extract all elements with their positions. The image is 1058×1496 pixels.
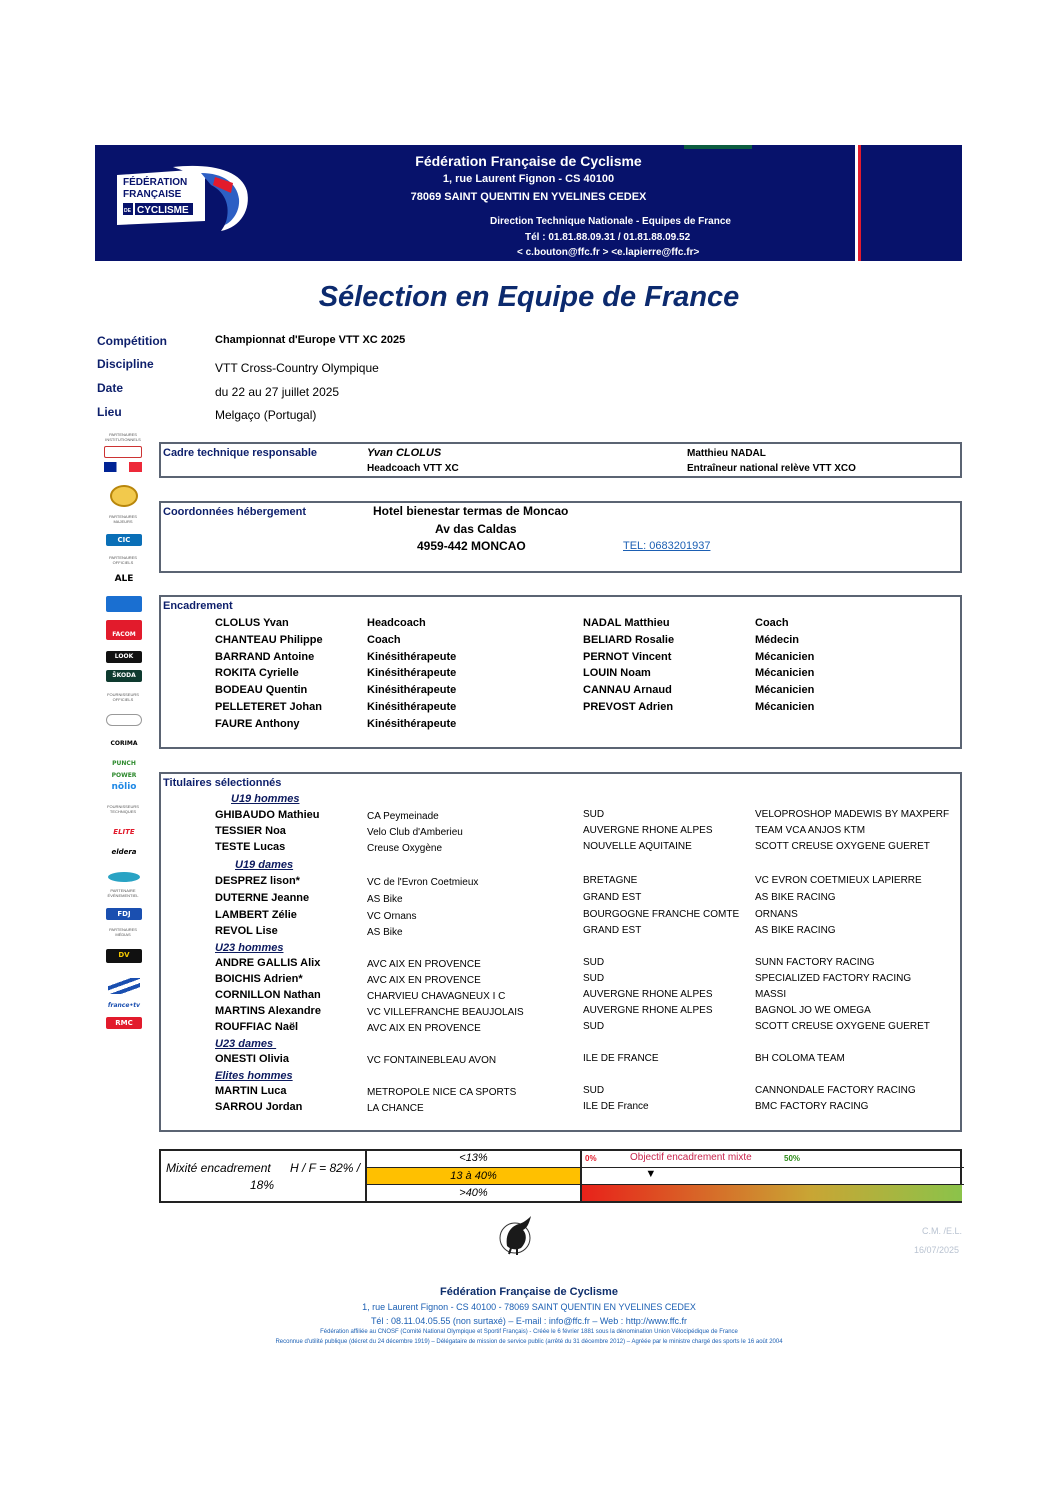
rider-name: ONESTI Olivia [215, 1053, 289, 1065]
titulaires-label: Titulaires sélectionnés [163, 777, 282, 789]
rider-region: SUD [583, 973, 605, 984]
mixite-row-mid: 13 à 40% [367, 1168, 580, 1184]
rider-club: Velo Club d'Amberieu [367, 827, 463, 838]
header-banner [95, 145, 962, 261]
rider-club: AVC AIX EN PROVENCE [367, 975, 481, 986]
rider-region: AUVERGNE RHONE ALPES [583, 1005, 713, 1016]
elite-logo: ELITE [106, 826, 142, 838]
hotel-phone-link[interactable]: TEL: 0683201937 [623, 540, 711, 552]
mixite-marker-icon: ▼ [645, 1168, 657, 1180]
staff-role: Mécanicien [755, 667, 815, 679]
ffc-coq-icon [497, 1216, 535, 1256]
footer-contact: Tél : 08.11.04.05.55 (non surtaxé) – E-mail : info@ffc.fr – Web : http://www.ffc.fr [370, 1316, 688, 1326]
rider-region: AUVERGNE RHONE ALPES [583, 989, 713, 1000]
header-address-2: 78069 SAINT QUENTIN EN YVELINES CEDEX [410, 191, 647, 203]
staff-role: Mécanicien [755, 701, 815, 713]
rider-name: ROUFFIAC Naël [215, 1021, 299, 1033]
rider-team: TEAM VCA ANJOS KTM [755, 825, 866, 836]
header-emails: < c.bouton@ffc.fr > <e.lapierre@ffc.fr> [517, 247, 700, 258]
rider-club: AVC AIX EN PROVENCE [367, 959, 481, 970]
header-accent [684, 145, 752, 149]
footer-org: Fédération Française de Cyclisme [440, 1286, 618, 1298]
rider-club: METROPOLE NICE CA SPORTS [367, 1087, 517, 1098]
sponsor-majeurs-label: PARTENAIRES MAJEURS [109, 514, 137, 524]
page-title: Sélection en Equipe de France [318, 281, 740, 313]
mixite-zero: 0% [585, 1154, 597, 1163]
mixite-table [159, 1149, 962, 1203]
rider-team: SCOTT CREUSE OXYGENE GUERET [755, 841, 930, 852]
seal-logo [110, 485, 138, 507]
competition-label: Compétition [97, 334, 167, 348]
staff-name: BODEAU Quentin [215, 684, 308, 696]
staff-role: Kinésithérapeute [367, 684, 457, 696]
cic-logo: CIC [106, 534, 142, 546]
mixite-fifty: 50% [784, 1154, 801, 1163]
gouvernement-logo [104, 462, 142, 472]
staff-name: BELIARD Rosalie [583, 634, 675, 646]
rider-team: BMC FACTORY RACING [755, 1101, 869, 1112]
staff-name: CANNAU Arnaud [583, 684, 672, 696]
sponsor-techniques-label: FOURNISSEURS TECHNIQUES [107, 804, 139, 814]
staff-name: FAURE Anthony [215, 718, 300, 730]
eldera-logo: eldera [106, 846, 142, 858]
lepro-logo [108, 872, 140, 882]
lieu-label: Lieu [97, 405, 122, 419]
rider-name: CORNILLON Nathan [215, 989, 321, 1001]
encadrement-box [159, 595, 962, 749]
rider-team: SPECIALIZED FACTORY RACING [755, 973, 912, 984]
header-direction: Direction Technique Nationale - Equipes de France [490, 216, 731, 227]
rider-region: GRAND EST [583, 925, 642, 936]
staff-role: Mécanicien [755, 684, 815, 696]
mixite-gradient-bar [582, 1185, 962, 1201]
staff-name: NADAL Matthieu [583, 617, 670, 629]
cadre-name-2: Matthieu NADAL [687, 448, 766, 459]
rider-region: SUD [583, 957, 605, 968]
rider-name: DESPREZ lison* [215, 875, 300, 887]
competition-value: Championnat d'Europe VTT XC 2025 [215, 334, 406, 346]
rider-team: SUNN FACTORY RACING [755, 957, 875, 968]
rider-region: SUD [583, 809, 605, 820]
staff-role: Coach [755, 617, 789, 629]
rider-club: AS Bike [367, 894, 403, 905]
rider-team: AS BIKE RACING [755, 925, 836, 936]
lieu-value: Melgaço (Portugal) [215, 408, 317, 422]
footer-legal-1: Fédération affiliée au CNOSF (Comité National Olympique et Sportif Français) - Créée le 6 février 1881 sous la dénomination Union Vélocipédique de France [320, 1329, 738, 1335]
staff-role: Kinésithérapeute [367, 718, 457, 730]
section-u19-dames: U19 dames [235, 859, 294, 871]
discipline-label: Discipline [97, 357, 154, 371]
cadre-technique-box [159, 442, 962, 478]
cadre-role-2: Entraîneur national relève VTT XCO [687, 463, 856, 474]
look-logo: LOOK [106, 651, 142, 663]
svg-text:DE: DE [124, 208, 131, 214]
staff-name: LOUIN Noam [583, 667, 651, 679]
rider-name: TESSIER Noa [215, 825, 286, 837]
rider-team: AS BIKE RACING [755, 892, 836, 903]
header-tel: Tél : 01.81.88.09.31 / 01.81.88.09.52 [525, 232, 691, 243]
staff-role: Mécanicien [755, 651, 815, 663]
burstner-logo [106, 714, 142, 726]
hotel-name: Hotel bienestar termas de Moncao [373, 504, 569, 518]
mixite-ratio-2: 18% [250, 1178, 275, 1192]
sponsor-fournisseurs-label: FOURNISSEURS OFFICIELS [107, 692, 139, 702]
corima-logo: CORIMA [106, 738, 142, 750]
mixite-row-low: <13% [459, 1152, 488, 1164]
rider-region: AUVERGNE RHONE ALPES [583, 825, 713, 836]
section-elites-hommes: Elites hommes [215, 1070, 293, 1082]
francetv-logo: france•tv [106, 1000, 142, 1012]
staff-name: ROKITA Cyrielle [215, 667, 299, 679]
lequipe-logo [108, 978, 140, 994]
rider-region: ILE DE FRANCE [583, 1053, 659, 1064]
rider-team: CANNONDALE FACTORY RACING [755, 1085, 916, 1096]
staff-name: CLOLUS Yvan [215, 617, 289, 629]
rider-name: REVOL Lise [215, 925, 278, 937]
rider-name: MARTIN Luca [215, 1085, 287, 1097]
svg-text:FÉDÉRATION: FÉDÉRATION [123, 177, 188, 188]
mixite-label: Mixité encadrement [166, 1161, 271, 1175]
staff-name: CHANTEAU Philippe [215, 634, 323, 646]
hotel-street: Av das Caldas [435, 522, 517, 536]
nolio-logo: nölio [106, 781, 142, 793]
rider-region: ILE DE France [583, 1101, 649, 1112]
rider-club: CHARVIEU CHAVAGNEUX I C [367, 991, 506, 1002]
rider-name: MARTINS Alexandre [215, 1005, 321, 1017]
ale-logo: ALE [106, 573, 142, 585]
ans-logo [104, 446, 142, 458]
rider-region: GRAND EST [583, 892, 642, 903]
footer-legal-2: Reconnue d'utilité publique (décret du 24 décembre 1919) – Délégataire de mission de service public (arrêté du 31 décembre 2012) – Agréée par le ministre chargé des sports le 16 août 2004 [275, 1339, 783, 1345]
rider-team: ORNANS [755, 909, 798, 920]
signature-initials: C.M. /E.L. [922, 1226, 963, 1236]
sponsor-evenementiel-label: PARTENAIRE ÉVÉNEMENTIEL [107, 888, 139, 898]
sponsor-medias-label: PARTENAIRES MÉDIAS [109, 927, 137, 937]
section-u19-hommes: U19 hommes [231, 793, 300, 805]
rider-region: NOUVELLE AQUITAINE [583, 841, 692, 852]
fdj-logo: FDJ [106, 908, 142, 920]
rider-club: VC FONTAINEBLEAU AVON [367, 1055, 497, 1066]
rider-name: TESTE Lucas [215, 841, 286, 853]
rider-team: SCOTT CREUSE OXYGENE GUERET [755, 1021, 930, 1032]
skoda-logo: ŠKODA [106, 670, 142, 682]
rider-name: BOICHIS Adrien* [215, 973, 303, 985]
staff-name: PERNOT Vincent [583, 651, 672, 663]
mixite-objective: Objectif encadrement mixte [630, 1152, 752, 1163]
rider-name: GHIBAUDO Mathieu [215, 809, 320, 821]
staff-role: Coach [367, 634, 401, 646]
date-value: du 22 au 27 juillet 2025 [215, 385, 340, 399]
section-u23-hommes: U23 hommes [215, 942, 284, 954]
staff-role: Headcoach [367, 617, 426, 629]
rider-club: AVC AIX EN PROVENCE [367, 1023, 481, 1034]
rider-region: SUD [583, 1085, 605, 1096]
discipline-value: VTT Cross-Country Olympique [215, 361, 379, 375]
rider-team: VELOPROSHOP MADEWIS BY MAXPERF [755, 809, 950, 820]
hotel-city: 4959-442 MONCAO [417, 539, 526, 553]
rider-name: LAMBERT Zélie [215, 909, 297, 921]
rider-team: VC EVRON COETMIEUX LAPIERRE [755, 875, 922, 886]
sponsor-officiels-label: PARTENAIRES OFFICIELS [109, 555, 137, 565]
rider-club: VC de l'Evron Coetmieux [367, 877, 479, 888]
rider-region: BOURGOGNE FRANCHE COMTE [583, 909, 740, 920]
staff-role: Kinésithérapeute [367, 667, 457, 679]
encadrement-label: Encadrement [163, 600, 233, 612]
rider-club: VC Ornans [367, 911, 417, 922]
svg-text:CYCLISME: CYCLISME [137, 205, 189, 216]
rider-club: LA CHANCE [367, 1103, 424, 1114]
rider-club: VC VILLEFRANCHE BEAUJOLAIS [367, 1007, 524, 1018]
hebergement-box [159, 501, 962, 573]
signature-date: 16/07/2025 [914, 1245, 960, 1255]
dv-logo: DV [106, 949, 142, 963]
staff-role: Kinésithérapeute [367, 651, 457, 663]
staff-name: PELLETERET Johan [215, 701, 322, 713]
staff-name: BARRAND Antoine [215, 651, 315, 663]
svg-text:FRANÇAISE: FRANÇAISE [123, 189, 182, 200]
mixite-ratio-1: H / F = 82% / [290, 1161, 361, 1175]
punch-logo: PUNCH POWER [106, 758, 142, 770]
staff-role: Médecin [755, 634, 800, 646]
rider-region: BRETAGNE [583, 875, 638, 886]
rider-club: Creuse Oxygène [367, 843, 443, 854]
facom-logo: FACOM [106, 620, 142, 640]
rider-name: DUTERNE Jeanne [215, 892, 310, 904]
rider-region: SUD [583, 1021, 605, 1032]
section-u23-dames: U23 dames [215, 1038, 277, 1050]
rider-club: CA Peymeinade [367, 811, 439, 822]
c-logo [106, 596, 142, 612]
cadre-name-1: Yvan CLOLUS [367, 447, 442, 459]
rmc-logo: RMC [106, 1017, 142, 1029]
staff-role: Kinésithérapeute [367, 701, 457, 713]
cadre-label: Cadre technique responsable [163, 447, 318, 459]
titulaires-box [159, 772, 962, 1132]
rider-team: MASSI [755, 989, 787, 1000]
mixite-row-high: >40% [459, 1187, 488, 1199]
rider-club: AS Bike [367, 927, 403, 938]
cadre-role-1: Headcoach VTT XC [367, 463, 459, 474]
footer-address: 1, rue Laurent Fignon - CS 40100 - 78069 SAINT QUENTIN EN YVELINES CEDEX [362, 1302, 696, 1312]
sponsor-inst-label: PARTENAIRES INSTITUTIONNELS [105, 432, 141, 442]
rider-name: ANDRE GALLIS Alix [215, 957, 321, 969]
staff-name: PREVOST Adrien [583, 701, 674, 713]
rider-name: SARROU Jordan [215, 1101, 303, 1113]
rider-team: BH COLOMA TEAM [755, 1053, 845, 1064]
header-address-1: 1, rue Laurent Fignon - CS 40100 [442, 173, 615, 185]
hebergement-label: Coordonnées hébergement [163, 506, 307, 518]
date-label: Date [97, 381, 124, 395]
header-org-name: Fédération Française de Cyclisme [415, 153, 642, 169]
rider-team: BAGNOL JO WE OMEGA [755, 1005, 871, 1016]
flag-red-stripe [858, 145, 861, 261]
